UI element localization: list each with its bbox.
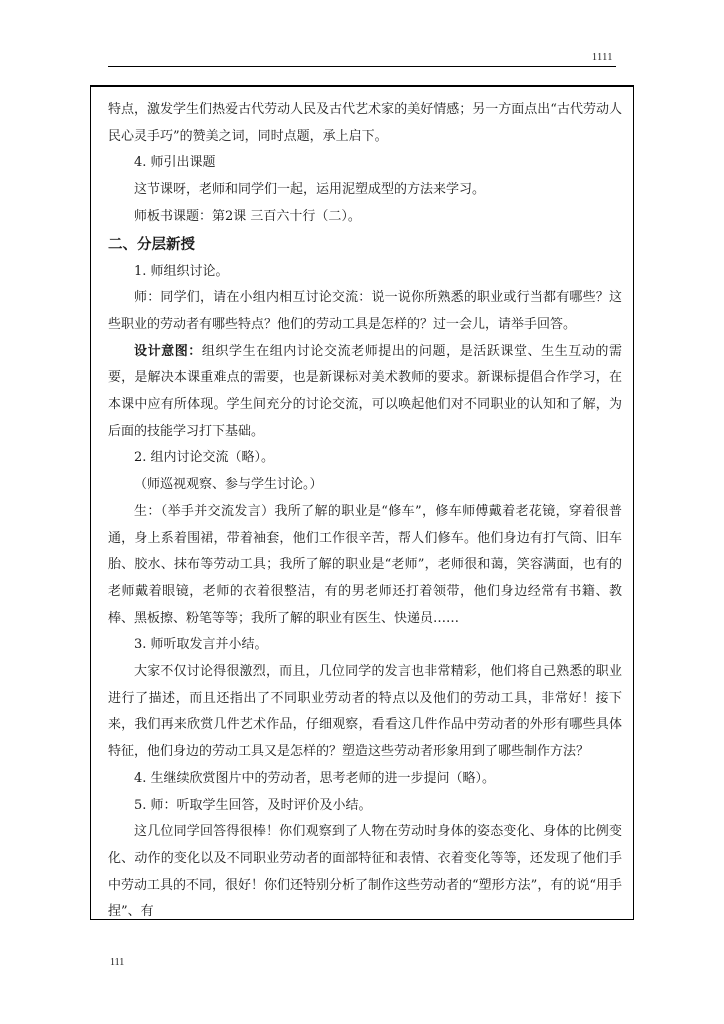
- paragraph-class-intro: 这节课呀，老师和同学们一起，运用泥塑成型的方法来学习。: [134, 182, 486, 198]
- content-box: [90, 85, 634, 920]
- section-heading: 二、分层新授: [108, 236, 195, 253]
- design-intent-label: 设计意图：: [134, 343, 202, 359]
- paragraph-teacher-summary: 大家不仅讨论得很激烈，而且，几位同学的发言也非常精彩，他们将自己熟悉的职业进行了描述，而且还指出了不同职业劳动者的特点以及他们的劳动工具，非常好！接下来，我们再来欣赏几件艺术作品，仔细观察，看看这几件作品中劳动者的外形有哪些具体特征，他们身边的劳动工具又是怎样的？塑造这些劳动者形象用到了哪些制作方法？: [108, 664, 622, 760]
- paragraph-teacher-observe: （师巡视观察、参与学生讨论。）: [134, 477, 323, 493]
- paragraph-group-discussion: 2. 组内讨论交流（略）。: [134, 450, 275, 466]
- paragraph-evaluate-step: 5. 师：听取学生回答，及时评价及小结。: [134, 797, 372, 813]
- paragraph-summary-step: 3. 师听取发言并小结。: [134, 637, 268, 653]
- paragraph-design-intent: [108, 339, 622, 446]
- paragraph-board-title: 师板书课题：第2课 三百六十行（二）。: [134, 208, 361, 224]
- paragraph-student-answer: 生：（举手并交流发言）我所了解的职业是“修车”，修车师傅戴着老花镜，穿着很普通，身上系着围裙，带着袖套，他们工作很辛苦，帮人们修车。他们身边有打气筒、旧车胎、胶水、抹布等劳动工具；我所了解的职业是“老师”，老师很和蔼，笑容满面，也有的老师戴着眼镜，老师的衣着很整洁，有的男老师还打着领带，他们身边经常有书籍、教棒、黑板擦、粉笔等等；我所了解的职业有医生、快递员……: [108, 503, 622, 626]
- header-rule: [108, 66, 616, 67]
- header-page-number: 1111: [592, 52, 613, 63]
- content-body: [108, 97, 622, 920]
- paragraph-step-4-title: 4. 师引出课题: [134, 155, 216, 171]
- paragraph-teacher-praise: 这几位同学回答得很棒！你们观察到了人物在劳动时身体的姿态变化、身体的比例变化、动作的变化以及不同职业劳动者的面部特征和表情、衣着变化等等，还发现了他们手中劳动工具的不同，很好！你们还特别分析了制作这些劳动者的“塑形方法”，有的说“用手捏”、有: [108, 824, 622, 920]
- paragraph-intro-continuation: 特点，激发学生们热爱古代劳动人民及古代艺术家的美好情感；另一方面点出“古代劳动人民心灵手巧”的赞美之词，同时点题，承上启下。: [108, 102, 622, 144]
- paragraph-discussion-step: 1. 师组织讨论。: [134, 263, 229, 279]
- paragraph-teacher-question: 师：同学们，请在小组内相互讨论交流：说一说你所熟悉的职业或行当都有哪些？这些职业的劳动者有哪些特点？他们的劳动工具是怎样的？过一会儿，请举手回答。: [108, 290, 622, 332]
- paragraph-appreciate-step: 4. 生继续欣赏图片中的劳动者，思考老师的进一步提问（略）。: [134, 770, 496, 786]
- design-intent-text: 组织学生在组内讨论交流老师提出的问题，是活跃课堂、生生互动的需要，是解决本课重难点的需要，也是新课标对美术教师的要求。新课标提倡合作学习，在本课中应有所体现。学生间充分的讨论交流，可以唤起他们对不同职业的认知和了解，为后面的技能学习打下基础。: [108, 343, 622, 439]
- footer-page-number: 111: [110, 957, 125, 968]
